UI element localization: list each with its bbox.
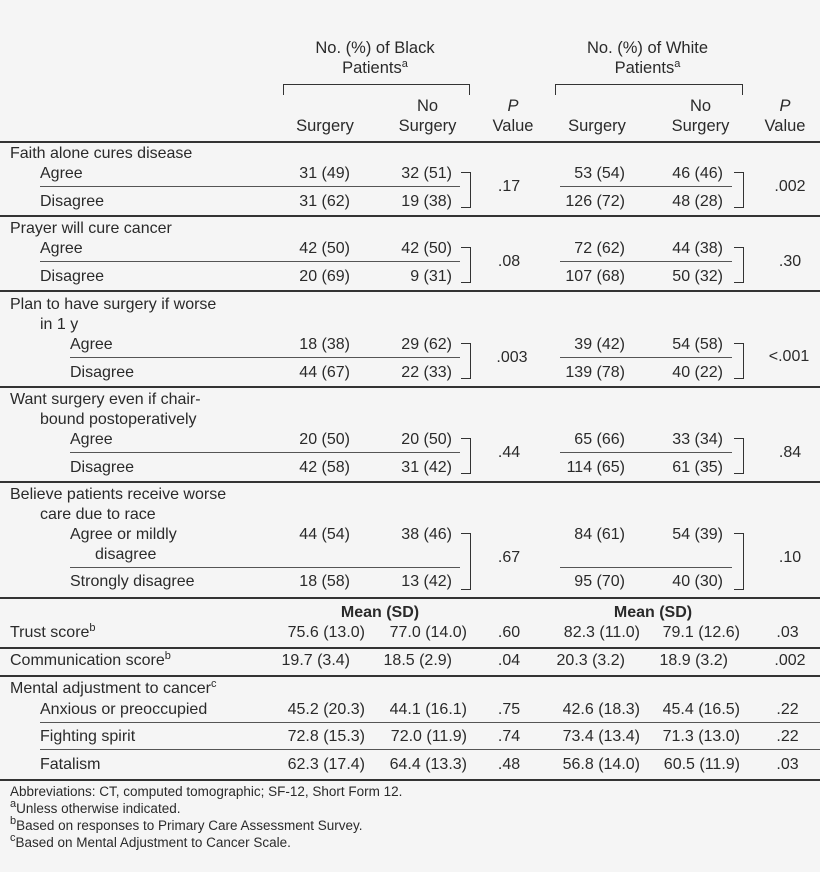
bracket-tick [734,172,743,173]
item-label: Faith alone cures disease [10,145,193,162]
cell: 72 (62) [574,240,625,257]
p-value: .48 [497,756,521,773]
cell: 84 (61) [574,526,625,543]
cell: 45.2 (20.3) [287,701,365,718]
p-value: .22 [776,728,799,745]
footnote-c: $^c$Based on Mental Adjustment to Cancer Scale. [10,832,291,850]
cell: 44 (38) [672,240,723,257]
row-label: Agree [70,336,113,353]
black-group-bracket [283,84,470,85]
cell: 42 (50) [299,240,350,257]
p-value: .30 [778,253,802,270]
cell: 19.7 (3.4) [281,652,350,669]
bracket-line [470,172,471,207]
cell: 42 (58) [299,459,350,476]
p-value: .84 [778,444,802,461]
cell: 82.3 (11.0) [563,624,640,641]
bracket-line [470,247,471,282]
bracket-tick [734,343,743,344]
row-label: Fatalism [40,756,101,773]
row-label: Agree [40,240,83,257]
p-value: .03 [776,624,799,641]
bracket-tick [734,282,744,283]
item-label: Plan to have surgery if worse [10,296,217,313]
row-label: Strongly disagree [70,573,195,590]
p-value: .003 [496,349,528,366]
cell: 44.1 (16.1) [389,701,467,718]
row-label: Anxious or preoccupied [40,701,208,718]
header-rule [0,141,820,143]
p-value: .60 [497,624,521,641]
row-label: Disagree [70,364,135,381]
bracket-line [743,343,744,378]
row-label: Disagree [70,459,135,476]
p-value: .44 [497,444,521,461]
cell: 126 (72) [565,193,625,210]
cell: 114 (65) [566,459,625,476]
cell: 53 (54) [574,165,625,182]
cell: 22 (33) [401,364,452,381]
cell: 72.8 (15.3) [287,728,365,745]
cell: 77.0 (14.0) [389,624,467,641]
row-label: Disagree [40,193,105,210]
p-value: .04 [497,652,521,669]
cell: 65 (66) [574,431,625,448]
bracket-tick [461,473,471,474]
cell: 54 (39) [672,526,723,543]
cell: 40 (22) [672,364,723,381]
bracket-tick [734,438,743,439]
col-white-p: P Value [764,97,806,135]
row-label-cont: disagree [95,546,157,563]
cell: 79.1 (12.6) [662,624,740,641]
cell: 139 (78) [565,364,625,381]
bracket-tick [461,378,471,379]
bracket-tick [734,473,744,474]
cell: 31 (62) [299,193,350,210]
cell: 62.3 (17.4) [287,756,365,773]
cell: 9 (31) [410,268,452,285]
p-value: .75 [497,701,521,718]
cell: 18 (38) [299,336,350,353]
bracket-tick [461,172,470,173]
cell: 39 (42) [574,336,625,353]
p-value: .002 [774,178,806,195]
p-value: .03 [776,756,799,773]
bracket-tick [461,247,470,248]
bracket-line [743,438,744,473]
cell: 48 (28) [672,193,723,210]
cell: 42.6 (18.3) [562,701,640,718]
bracket-line [470,438,471,473]
cell: 64.4 (13.3) [389,756,467,773]
row-label: Agree or mildly [70,526,177,543]
cell: 73.4 (13.4) [562,728,640,745]
bracket-tick [734,589,744,590]
cell: 60.5 (11.9) [663,756,740,773]
row-label: Fighting spirit [40,728,136,745]
bracket-tick [734,207,744,208]
cell: 20.3 (3.2) [556,652,625,669]
bracket-tick [734,378,744,379]
col-white-surgery: Surgery [568,117,626,135]
bracket-line [743,247,744,282]
bracket-tick [734,247,743,248]
bracket-tick [461,589,471,590]
cell: 38 (46) [401,526,452,543]
cell: 50 (32) [672,268,723,285]
cell: 31 (49) [299,165,350,182]
bracket-tick [461,438,470,439]
cell: 46 (46) [672,165,723,182]
col-black-surgery: Surgery [296,117,354,135]
white-group-header: No. (%) of White Patients$^a$ [586,39,709,77]
item-label: Prayer will cure cancer [10,220,172,237]
row-label: Disagree [40,268,105,285]
cell: 19 (38) [401,193,452,210]
bracket-tick [461,282,471,283]
white-group-bracket [555,84,743,85]
cell: 95 (70) [574,573,625,590]
bracket-line [743,533,744,589]
cell: 32 (51) [401,165,452,182]
cell: 40 (30) [672,573,723,590]
mean-sd-header-white: Mean (SD) [613,604,693,621]
cell: 61 (35) [672,459,723,476]
cell: 18.5 (2.9) [383,652,452,669]
row-label: Agree [40,165,83,182]
p-value: .10 [778,549,802,566]
cell: 45.4 (16.5) [662,701,740,718]
cell: 107 (68) [565,268,625,285]
cell: 42 (50) [401,240,452,257]
cell: 31 (42) [401,459,452,476]
col-black-no-surgery: No Surgery [398,97,457,135]
black-group-header: No. (%) of Black Patients$^a$ [315,39,435,77]
row-label: Agree [70,431,113,448]
cell: 44 (54) [299,526,350,543]
bracket-tick [461,207,471,208]
bracket-line [470,533,471,589]
p-value: .74 [497,728,521,745]
bracket-tick [461,533,470,534]
cell: 72.0 (11.9) [390,728,467,745]
p-value: .22 [776,701,799,718]
cell: 33 (34) [672,431,723,448]
table-bottom-rule [0,779,820,781]
cell: 71.3 (13.0) [662,728,740,745]
cell: 56.8 (14.0) [562,756,640,773]
col-white-no-surgery: No Surgery [671,97,730,135]
mean-sd-header-black: Mean (SD) [340,604,420,621]
cell: 75.6 (13.0) [287,624,365,641]
cell: 20 (50) [401,431,452,448]
p-value: .002 [774,652,806,669]
footnote-a: $^a$Unless otherwise indicated. [10,798,181,816]
score-label: Trust score$^b$ [10,622,96,641]
p-value: <.001 [768,348,810,365]
cell: 44 (67) [299,364,350,381]
bracket-tick [461,343,470,344]
bracket-line [743,172,744,207]
bracket-tick [734,533,743,534]
cell: 20 (50) [299,431,350,448]
col-black-p: P Value [492,97,534,135]
item-label: Believe patients receive worse [10,486,227,503]
p-value: .17 [497,178,521,195]
footnote-b: $^b$Based on responses to Primary Care Assessment Survey. [10,815,363,833]
p-value: .67 [497,549,521,566]
p-value: .08 [497,253,521,270]
item-label-cont: bound postoperatively [40,411,197,428]
cell: 20 (69) [299,268,350,285]
cell: 54 (58) [672,336,723,353]
footnote-abbrev: Abbreviations: CT, computed tomographic; SF-12, Short Form 12. [10,784,403,799]
bracket-line [470,343,471,378]
cell: 18.9 (3.2) [659,652,728,669]
cell: 13 (42) [401,573,452,590]
cell: 29 (62) [401,336,452,353]
mental-label: Mental adjustment to cancer$^c$ [10,678,217,697]
item-label: Want surgery even if chair- [10,391,201,408]
cell: 18 (58) [299,573,350,590]
score-label: Communication score$^b$ [10,650,171,669]
item-label-cont: in 1 y [40,316,79,333]
item-label-cont: care due to race [40,506,156,523]
